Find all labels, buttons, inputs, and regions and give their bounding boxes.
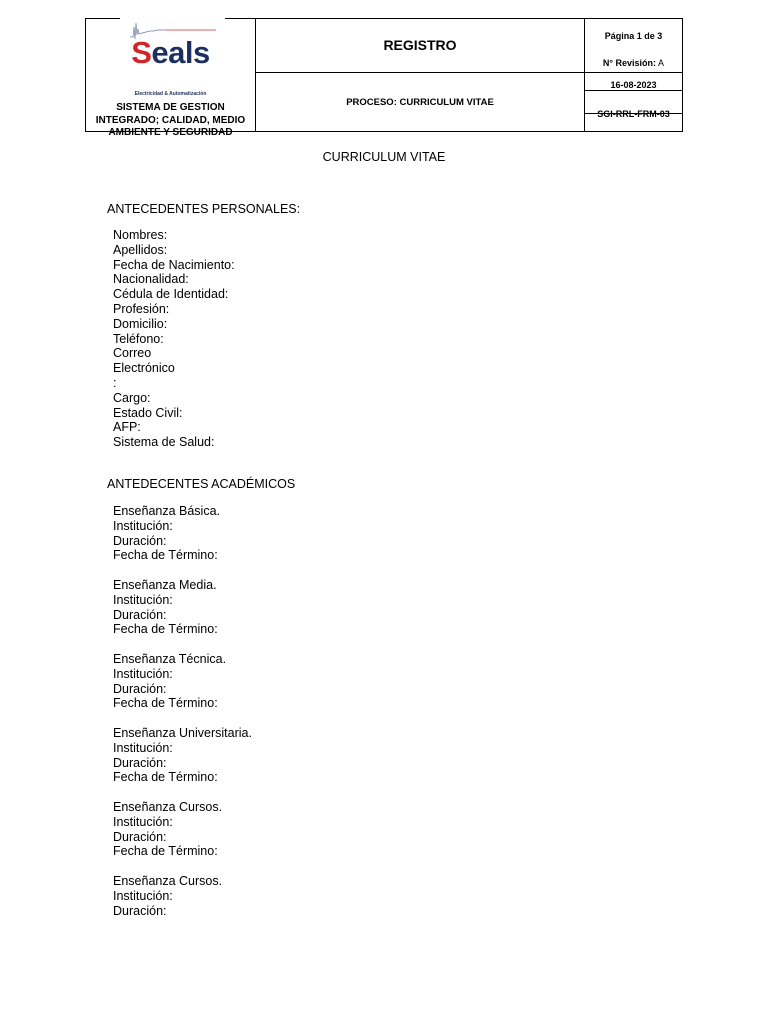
system-line: SISTEMA DE GESTION — [116, 102, 225, 113]
field-label: Nombres: — [113, 228, 168, 242]
field-label: Duración: — [113, 607, 167, 622]
record-title: REGISTRO — [383, 37, 457, 53]
academic-fields-list — [113, 504, 252, 918]
field-label: : — [113, 375, 117, 390]
field-label: Cargo: — [113, 390, 151, 405]
personal-fields-list — [113, 228, 235, 450]
revision-label: N° Revisión: — [602, 58, 657, 68]
field-label: Teléfono: — [113, 331, 164, 346]
field-label: Estado Civil: — [113, 405, 183, 420]
logo-wordmark — [86, 35, 255, 71]
field-label: Domicilio: — [113, 316, 168, 331]
process-label: PROCESO: CURRICULUM VITAE — [346, 97, 494, 108]
education-level: Enseñanza Cursos. — [113, 799, 223, 814]
field-label: Duración: — [113, 903, 167, 918]
document-code: SGI-RRL-FRM-03 — [597, 109, 670, 119]
field-label: Cédula de Identidad: — [113, 287, 229, 302]
field-label: Fecha de Término: — [113, 622, 218, 637]
personal-section-heading: ANTECEDENTES PERSONALES: — [107, 202, 301, 216]
field-label: Institución: — [113, 814, 173, 829]
field-label: Duración: — [113, 829, 167, 844]
field-label: Institución: — [113, 518, 173, 533]
logo-initial: S — [131, 35, 152, 70]
header-divider — [584, 90, 682, 91]
field-label: Sistema de Salud: — [113, 435, 215, 450]
field-label: Duración: — [113, 755, 167, 770]
field-label: Apellidos: — [113, 242, 168, 257]
document-title: CURRICULUM VITAE — [322, 150, 446, 164]
logo-tagline: Electricidad & Automatización — [134, 91, 207, 97]
document-header-table — [85, 18, 683, 138]
header-divider — [255, 72, 682, 73]
revision-value: A — [658, 58, 665, 68]
system-line: INTEGRADO; CALIDAD, MEDIO — [95, 114, 246, 126]
education-level: Enseñanza Media. — [113, 577, 217, 592]
field-label: Fecha de Nacimiento: — [113, 257, 235, 272]
field-label: Institución: — [113, 592, 173, 607]
system-line: AMBIENTE Y SEGURIDAD — [108, 127, 233, 138]
education-level: Enseñanza Cursos. — [113, 873, 223, 888]
field-label: Profesión: — [113, 301, 170, 316]
field-label: Fecha de Término: — [113, 696, 218, 711]
field-label: Institución: — [113, 666, 173, 681]
field-label: Duración: — [113, 533, 167, 548]
education-level: Enseñanza Básica. — [113, 504, 221, 518]
education-level: Enseñanza Técnica. — [113, 651, 227, 666]
field-label: Fecha de Término: — [113, 548, 218, 563]
field-label: Institución: — [113, 888, 173, 903]
page-number: Página 1 de 3 — [604, 31, 663, 41]
revision-info — [585, 58, 682, 68]
field-label: Fecha de Término: — [113, 770, 218, 785]
education-level: Enseñanza Universitaria. — [113, 725, 252, 740]
company-logo — [86, 19, 255, 138]
field-label: Institución: — [113, 740, 173, 755]
field-label: Fecha de Término: — [113, 844, 218, 859]
management-system-text — [88, 102, 253, 140]
logo-rest: eals — [151, 35, 210, 70]
field-label: Correo — [113, 346, 152, 361]
field-label: Nacionalidad: — [113, 272, 189, 287]
document-date: 16-08-2023 — [610, 80, 657, 90]
field-label: AFP: — [113, 420, 141, 435]
academic-section-heading: ANTEDECENTES ACADÉMICOS — [107, 477, 296, 491]
field-label: Electrónico — [113, 361, 175, 376]
field-label: Duración: — [113, 681, 167, 696]
header-divider — [255, 19, 256, 131]
